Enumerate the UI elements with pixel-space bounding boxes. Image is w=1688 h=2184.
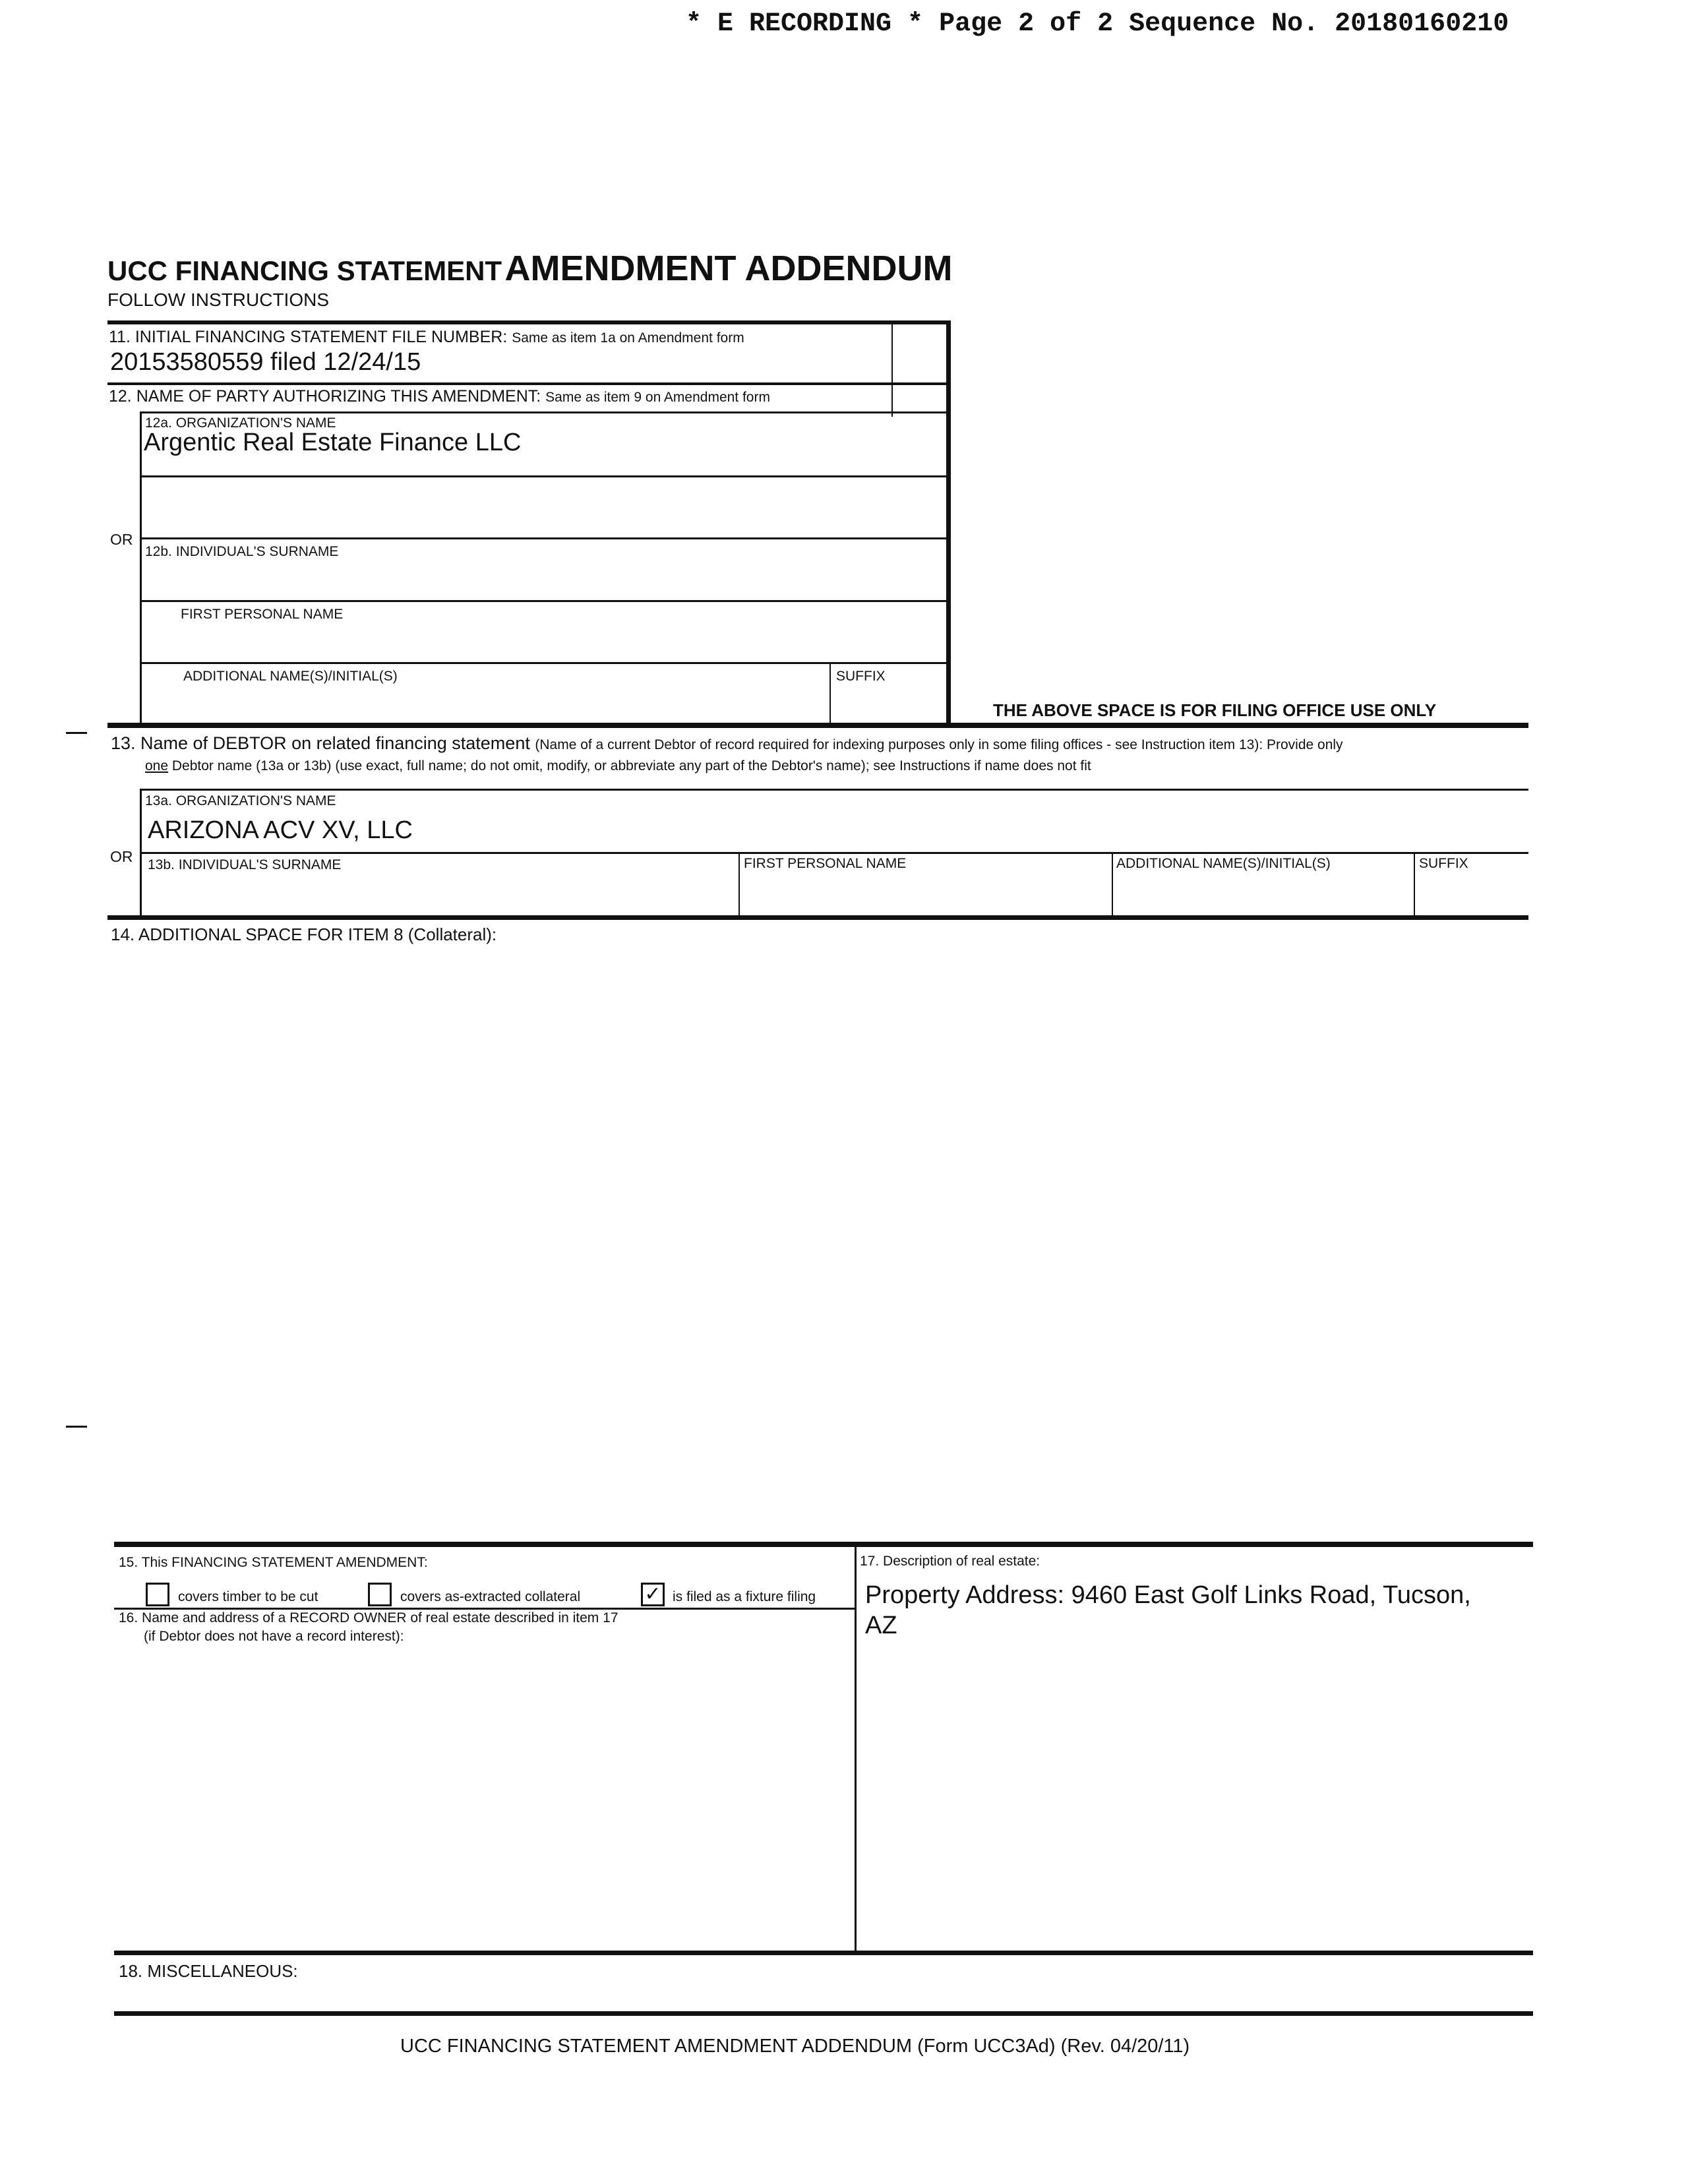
item13-first-name-label: FIRST PERSONAL NAME: [744, 856, 907, 871]
item13-label-line2: one Debtor name (13a or 13b) (use exact, full name; do not omit, modify, or abbreviate any part of the Debtor's name); see Instructions if name does not fit: [145, 758, 1091, 774]
item13a-label: 13a. ORGANIZATION'S NAME: [145, 793, 336, 808]
item12a-label: 12a. ORGANIZATION'S NAME: [145, 415, 336, 431]
item13-suffix-label: SUFFIX: [1419, 856, 1468, 871]
as-extracted-option-label: covers as-extracted collateral: [400, 1589, 581, 1604]
item13a-org-name: ARIZONA ACV XV, LLC: [148, 816, 413, 844]
item13-label: 13. Name of DEBTOR on related financing statement (Name of a current Debtor of record required for indexing purposes only in some filing offices - see Instruction item 13): Provide only: [111, 733, 1343, 753]
form-title-small: UCC FINANCING STATEMENT: [107, 255, 502, 286]
item16-label: 16. Name and address of a RECORD OWNER of real estate described in item 17: [119, 1610, 618, 1625]
item16-label-line2: (if Debtor does not have a record interest):: [144, 1629, 404, 1644]
filing-office-note: THE ABOVE SPACE IS FOR FILING OFFICE USE ONLY: [993, 700, 1437, 720]
item12-first-name-label: FIRST PERSONAL NAME: [181, 607, 344, 622]
fixture-filing-option-label: is filed as a fixture filing: [673, 1589, 816, 1604]
item11-file-number: 20153580559 filed 12/24/15: [110, 348, 421, 376]
follow-instructions: FOLLOW INSTRUCTIONS: [107, 289, 330, 310]
item15-label: 15. This FINANCING STATEMENT AMENDMENT:: [119, 1555, 428, 1570]
fixture-filing-checkbox[interactable]: [641, 1583, 665, 1606]
recording-header: * E RECORDING * Page 2 of 2 Sequence No. 20180160210: [686, 9, 1509, 39]
item17-description-line2: AZ: [865, 1612, 897, 1639]
item11-label: 11. INITIAL FINANCING STATEMENT FILE NUMBER: Same as item 1a on Amendment form: [109, 328, 744, 346]
form-title: [107, 248, 953, 289]
item13-or: OR: [110, 848, 133, 865]
item12-suffix-label: SUFFIX: [836, 669, 886, 684]
item12b-label: 12b. INDIVIDUAL'S SURNAME: [145, 544, 339, 559]
item12-or: OR: [110, 531, 133, 548]
item13-additional-label: ADDITIONAL NAME(S)/INITIAL(S): [1116, 856, 1331, 871]
item12a-org-name: Argentic Real Estate Finance LLC: [144, 429, 522, 456]
item12-label: 12. NAME OF PARTY AUTHORIZING THIS AMENDMENT: Same as item 9 on Amendment form: [109, 387, 770, 406]
check-mark-icon: ✓: [644, 1583, 661, 1605]
form-footer: UCC FINANCING STATEMENT AMENDMENT ADDENDUM (Form UCC3Ad) (Rev. 04/20/11): [400, 2036, 1190, 2057]
item14-label: 14. ADDITIONAL SPACE FOR ITEM 8 (Collateral):: [111, 925, 497, 944]
item12-additional-label: ADDITIONAL NAME(S)/INITIAL(S): [183, 669, 398, 684]
item13b-label: 13b. INDIVIDUAL'S SURNAME: [148, 857, 342, 872]
timber-checkbox[interactable]: [146, 1583, 169, 1606]
timber-option-label: covers timber to be cut: [178, 1589, 318, 1604]
item17-description-line1: Property Address: 9460 East Golf Links Road, Tucson,: [865, 1581, 1471, 1609]
item18-label: 18. MISCELLANEOUS:: [119, 1961, 298, 1981]
as-extracted-checkbox[interactable]: [368, 1583, 392, 1606]
form-title-large: AMENDMENT ADDENDUM: [504, 249, 953, 288]
item17-label: 17. Description of real estate:: [860, 1554, 1040, 1569]
